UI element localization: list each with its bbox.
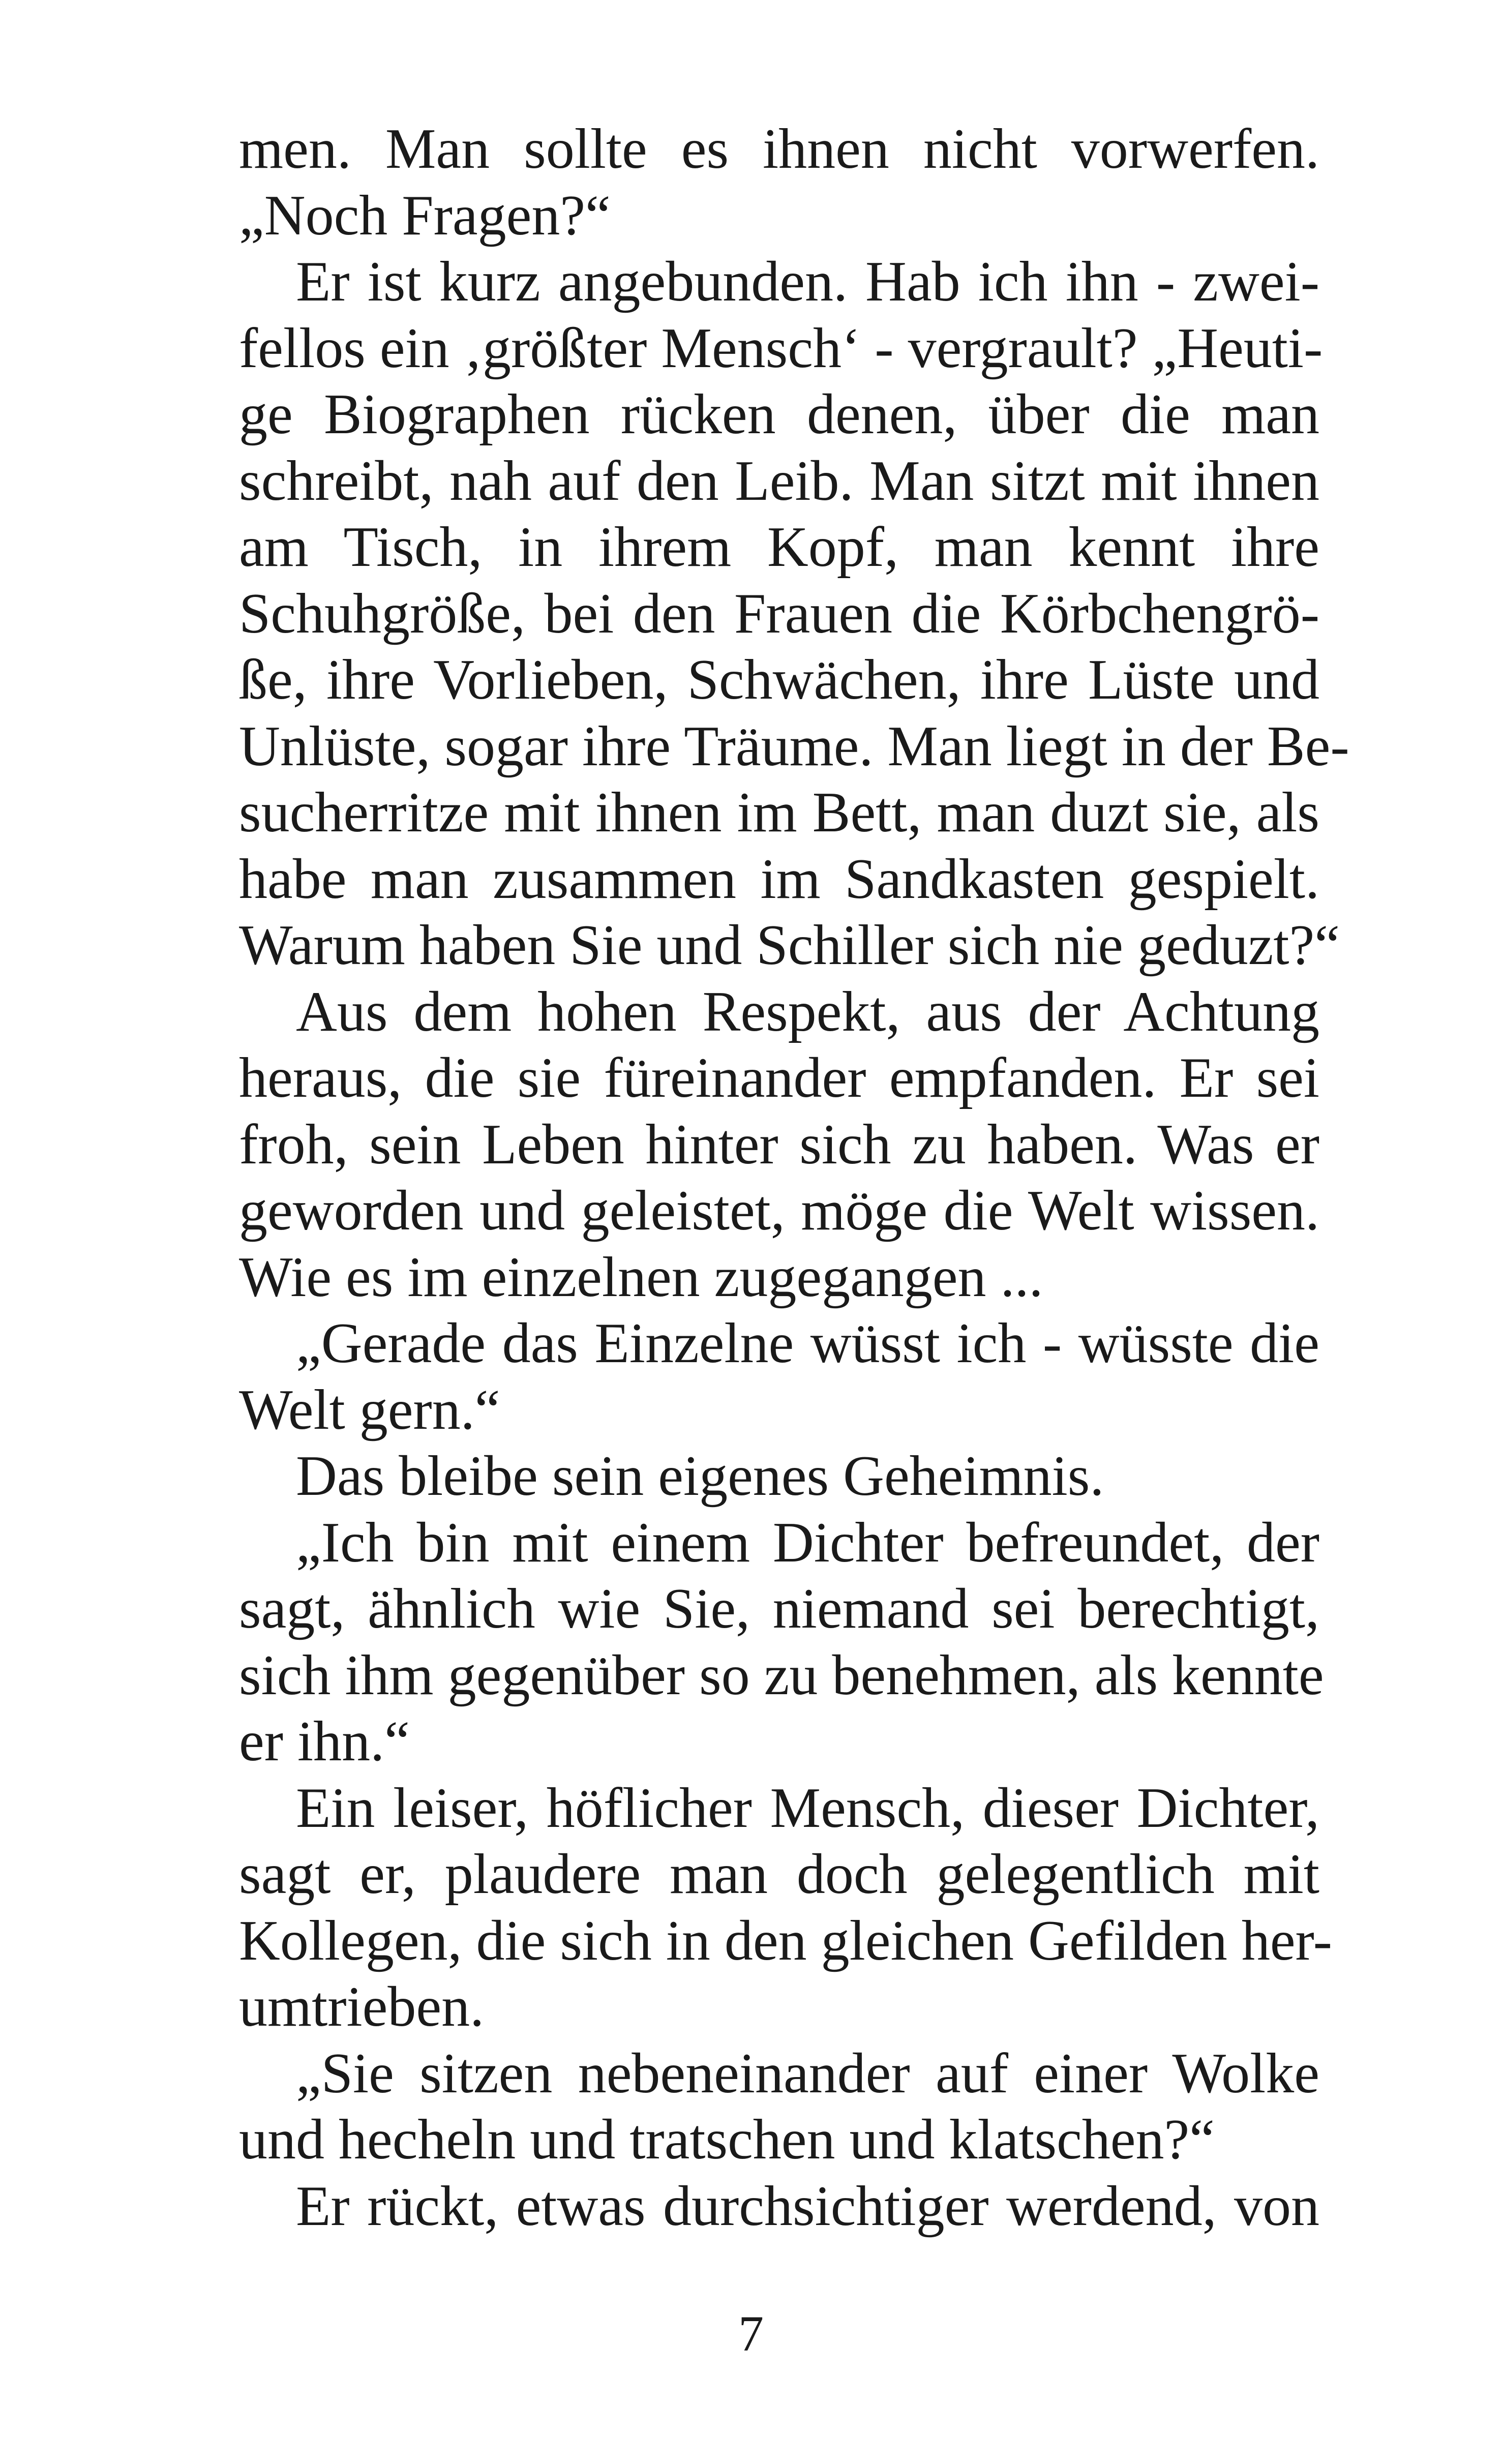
text-line: sucherritze mit ihnen im Bett, man duzt sie, als: [239, 781, 1319, 844]
text-line: Er rückt, etwas durchsichtiger werdend, von: [296, 2174, 1319, 2238]
text-line: „Noch Fragen?“: [239, 184, 611, 247]
text-line: Aus dem hohen Respekt, aus der Achtung: [296, 980, 1319, 1043]
text-line: „Sie sitzen nebeneinander auf einer Wolke: [296, 2041, 1319, 2105]
text-line: ge Biographen rücken denen, über die man: [239, 383, 1319, 446]
text-line: habe man zusammen im Sandkasten gespielt.: [239, 847, 1319, 911]
text-line: Unlüste, sogar ihre Träume. Man liegt in der Be-: [239, 714, 1349, 778]
text-line: Warum haben Sie und Schiller sich nie geduzt?“: [239, 914, 1340, 977]
text-line: Kollegen, die sich in den gleichen Gefilden her-: [239, 1909, 1332, 1972]
text-line: am Tisch, in ihrem Kopf, man kennt ihre: [239, 516, 1319, 579]
text-line: Schuhgröße, bei den Frauen die Körbchengrö-: [239, 582, 1319, 645]
text-line: er ihn.“: [239, 1710, 410, 1773]
text-line: umtrieben.: [239, 1975, 485, 2038]
text-line: Wie es im einzelnen zugegangen ...: [239, 1245, 1043, 1309]
text-line: heraus, die sie füreinander empfanden. Er sei: [239, 1046, 1319, 1109]
text-line: sagt er, plaudere man doch gelegentlich mit: [239, 1843, 1319, 1906]
text-line: „Gerade das Einzelne wüsst ich - wüsste die: [296, 1312, 1319, 1375]
text-line: ße, ihre Vorlieben, Schwächen, ihre Lüste und: [239, 648, 1319, 711]
text-line: men. Man sollte es ihnen nicht vorwerfen.: [239, 117, 1319, 181]
text-line: schreibt, nah auf den Leib. Man sitzt mit ihnen: [239, 449, 1319, 513]
text-line: sagt, ähnlich wie Sie, niemand sei berechtigt,: [239, 1577, 1319, 1640]
text-line: und hecheln und tratschen und klatschen?“: [239, 2108, 1215, 2171]
text-line: Ein leiser, höflicher Mensch, dieser Dichter,: [296, 1776, 1319, 1840]
page-number: 7: [738, 2305, 764, 2362]
text-line: Welt gern.“: [239, 1378, 500, 1441]
text-line: Er ist kurz angebunden. Hab ich ihn - zwei-: [296, 250, 1319, 313]
text-line: sich ihm gegenüber so zu benehmen, als kennte: [239, 1643, 1324, 1707]
text-line: froh, sein Leben hinter sich zu haben. Was er: [239, 1113, 1319, 1176]
text-line: Das bleibe sein eigenes Geheimnis.: [296, 1445, 1104, 1508]
text-line: fellos ein ‚größter Mensch‘ - vergrault? „Heuti-: [239, 316, 1323, 380]
text-line: „Ich bin mit einem Dichter befreundet, der: [296, 1511, 1319, 1574]
body-text: [239, 116, 1349, 2239]
text-line: geworden und geleistet, möge die Welt wissen.: [239, 1179, 1319, 1242]
